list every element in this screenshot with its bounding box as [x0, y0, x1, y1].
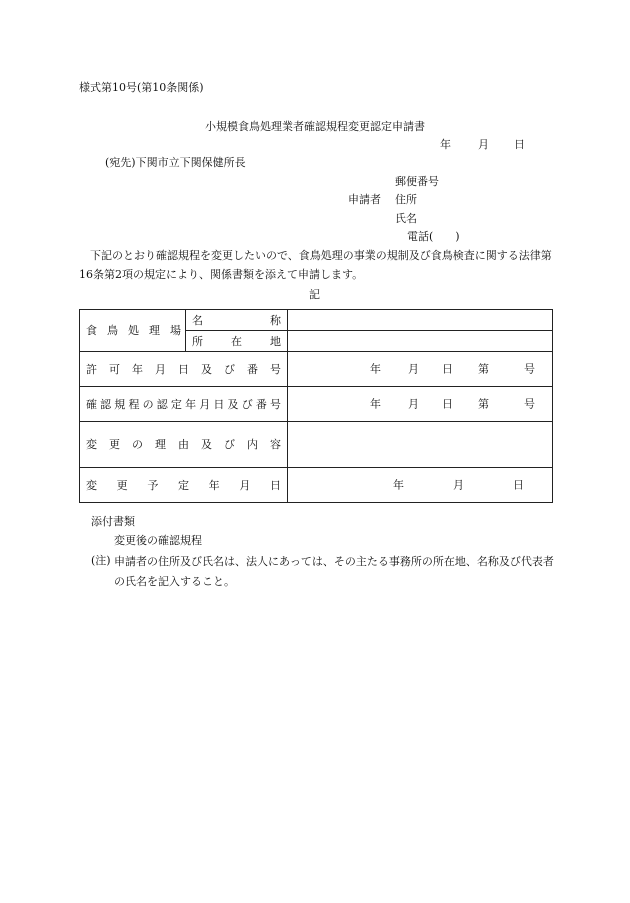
phone-label: 電話( ) [407, 230, 460, 243]
note-text-content: 申請者の住所及び氏名は、法人にあっては、その主たる事務所の所在地、名称及び代表者の氏名を記入すること。 [114, 555, 554, 588]
scheduled-month: 月 [453, 478, 464, 492]
location-field-label: 所在地 [186, 331, 288, 352]
applicant-label: 申請者 [348, 193, 381, 206]
permit-date-number-value[interactable] [288, 352, 553, 387]
application-table [79, 309, 553, 503]
cert-month: 月 [408, 397, 419, 411]
cert-go: 号 [524, 397, 535, 411]
permit-go: 号 [524, 362, 535, 376]
reason-label: 変更の理由及び内容 [80, 422, 288, 468]
plant-name-value[interactable] [288, 310, 553, 331]
table-row-scheduled [80, 468, 553, 503]
table-row-name [80, 310, 553, 331]
name-label: 氏名 [395, 212, 417, 225]
body-paragraph: 下記のとおり確認規程を変更したいので、食鳥処理の事業の規制及び食鳥検査に関する法律第16条第2項の規定により、関係書類を添えて申請します。 [79, 249, 552, 281]
plant-label: 食鳥処理場 [80, 310, 186, 352]
table-row-permit [80, 352, 553, 387]
reason-value[interactable] [288, 422, 553, 468]
cert-date-number-value[interactable] [288, 387, 553, 422]
addressee: (宛先)下関市立下関保健所長 [105, 156, 246, 169]
plant-location-value[interactable] [288, 331, 553, 352]
date-month-label: 月 [478, 138, 489, 151]
ki-label: 記 [309, 288, 320, 301]
attachment-item: 変更後の確認規程 [114, 534, 202, 547]
cert-label: 確認規程の認定年月日及び番号 [80, 387, 288, 422]
postal-code-label: 郵便番号 [395, 175, 439, 188]
permit-day: 日 [442, 362, 453, 376]
permit-year: 年 [370, 362, 381, 376]
cert-dai: 第 [478, 397, 489, 411]
scheduled-year: 年 [393, 478, 404, 492]
form-number: 様式第10号(第10条関係) [79, 81, 204, 94]
date-day-label: 日 [514, 138, 525, 151]
attachments-title: 添付書類 [91, 515, 135, 528]
permit-label: 許可年月日及び番号 [80, 352, 288, 387]
cert-year: 年 [370, 397, 381, 411]
table-row-cert [80, 387, 553, 422]
permit-month: 月 [408, 362, 419, 376]
date-year-label: 年 [440, 138, 451, 151]
scheduled-label: 変更予定年月日 [80, 468, 288, 503]
address-label: 住所 [395, 193, 417, 206]
table-row-reason [80, 422, 553, 468]
note-text [114, 552, 554, 592]
cert-day: 日 [442, 397, 453, 411]
scheduled-day: 日 [513, 478, 524, 492]
scheduled-date-value[interactable] [288, 468, 553, 503]
permit-dai: 第 [478, 362, 489, 376]
note-label: (注) [91, 554, 111, 567]
document-title: 小規模食鳥処理業者確認規程変更認定申請書 [205, 120, 425, 133]
name-field-label: 名称 [186, 310, 288, 331]
